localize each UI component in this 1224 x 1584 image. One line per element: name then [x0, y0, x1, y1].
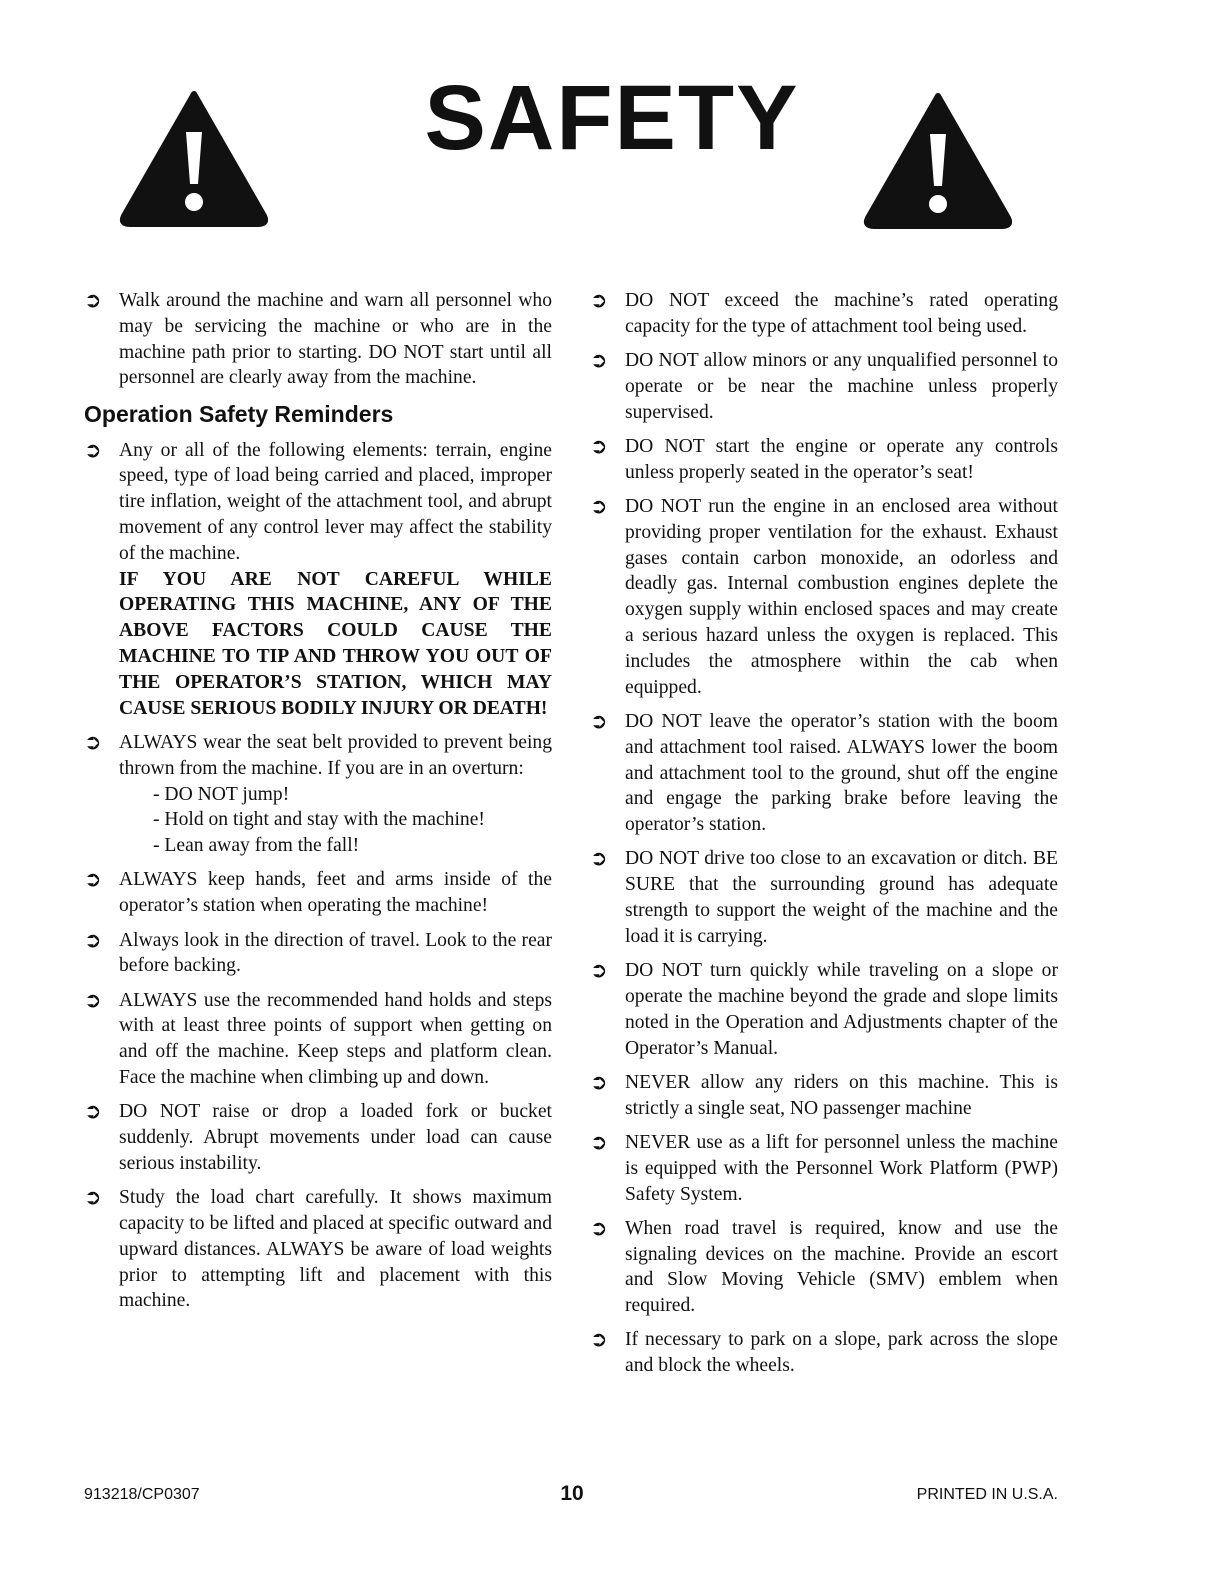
arrow-bullet-icon: ➲ [590, 958, 608, 983]
list-item [590, 1327, 1058, 1379]
item-text: When road travel is required, know and use the signaling devices on the machine. Provide an escort and Slow Moving Vehicle (SMV) emblem when required. [625, 1217, 1058, 1317]
item-text: DO NOT allow minors or any unqualified personnel to operate or be near the machine unless properly supervised. [625, 350, 1058, 423]
item-text: DO NOT start the engine or operate any controls unless properly seated in the operator’s seat! [625, 435, 1058, 483]
arrow-bullet-icon: ➲ [590, 1215, 608, 1240]
item-text: Walk around the machine and warn all personnel who may be servicing the machine or who are in the machine path prior to starting. DO NOT start until all personnel are clearly away from the machine. [119, 290, 552, 389]
arrow-bullet-icon: ➲ [590, 1327, 608, 1352]
arrow-bullet-icon: ➲ [84, 729, 102, 754]
right-column [590, 288, 1058, 1388]
arrow-bullet-icon: ➲ [84, 987, 102, 1012]
warning-text: IF YOU ARE NOT CAREFUL WHILE OPERATING THIS MACHINE, ANY OF THE ABOVE FACTORS COULD CAUSE THE MACHINE TO TIP AND THROW YOU OUT OF THE OPERATOR’S STATION, WHICH MAY CAUSE SERIOUS BODILY INJURY OR DEATH! [119, 568, 552, 719]
item-text: ALWAYS keep hands, feet and arms inside of the operator’s station when operating the machine! [119, 869, 552, 917]
item-text: Always look in the direction of travel. Look to the rear before backing. [119, 929, 552, 977]
arrow-bullet-icon: ➲ [84, 1185, 102, 1210]
item-text: DO NOT exceed the machine’s rated operating capacity for the type of attachment tool being used. [625, 290, 1058, 337]
arrow-bullet-icon: ➲ [84, 288, 102, 312]
list-item [590, 1216, 1058, 1319]
sub-item: - DO NOT jump! [153, 783, 290, 805]
item-text: NEVER allow any riders on this machine. This is strictly a single seat, NO passenger machine [625, 1071, 1058, 1119]
item-text: If necessary to park on a slope, park across the slope and block the wheels. [625, 1329, 1058, 1377]
list-item [84, 988, 552, 1091]
list-item [590, 288, 1058, 340]
item-text: ALWAYS wear the seat belt provided to prevent being thrown from the machine. If you are in an overturn: [119, 731, 552, 779]
arrow-bullet-icon: ➲ [590, 433, 608, 458]
left-column [84, 288, 552, 1323]
page-title: SAFETY [424, 67, 800, 169]
list-item [590, 1070, 1058, 1122]
list-item [590, 348, 1058, 425]
arrow-bullet-icon: ➲ [590, 348, 608, 373]
section-heading: Operation Safety Reminders [84, 400, 394, 427]
item-text: DO NOT turn quickly while traveling on a slope or operate the machine beyond the grade and slope limits noted in the Operation and Adjustments chapter of the Operator’s Manual. [625, 960, 1058, 1059]
item-text: NEVER use as a lift for personnel unless the machine is equipped with the Personnel Work Platform (PWP) Safety System. [625, 1131, 1058, 1205]
footer-doc-number: 913218/CP0307 [84, 1486, 200, 1503]
arrow-bullet-icon: ➲ [590, 1069, 608, 1094]
arrow-bullet-icon: ➲ [590, 846, 608, 871]
list-item [590, 1130, 1058, 1207]
item-text: DO NOT leave the operator’s station with the boom and attachment tool raised. ALWAYS lower the boom and attachment tool to the ground, shut off the engine and engage the parking brake before leaving the operator’s station. [625, 710, 1058, 836]
item-text: DO NOT raise or drop a loaded fork or bucket suddenly. Abrupt movements under load can cause serious instability. [119, 1101, 552, 1174]
item-text: ALWAYS use the recommended hand holds and steps with at least three points of support when getting on and off the machine. Keep steps and platform clean. Face the machine when climbing up and down. [119, 989, 552, 1089]
sub-item: - Hold on tight and stay with the machine! [153, 809, 485, 831]
list-item [84, 288, 552, 391]
list-item [84, 438, 552, 722]
arrow-bullet-icon: ➲ [590, 288, 608, 312]
list-item [590, 494, 1058, 700]
list-item [84, 928, 552, 980]
footer-printed: PRINTED IN U.S.A. [916, 1486, 1058, 1503]
list-item [84, 867, 552, 919]
sub-item: - Lean away from the fall! [153, 835, 360, 857]
footer-page-number: 10 [560, 1482, 584, 1505]
item-text: DO NOT run the engine in an enclosed area without providing proper ventilation for the exhaust. Exhaust gases contain carbon monoxide, an odorless and deadly gas. Internal combustion engines deplete the oxygen supply within enclosed spaces and may create a serious hazard unless the oxygen is replaced. This includes the atmosphere within the cab when equipped. [625, 496, 1058, 698]
arrow-bullet-icon: ➲ [590, 494, 608, 519]
arrow-bullet-icon: ➲ [84, 437, 102, 462]
arrow-bullet-icon: ➲ [84, 867, 102, 892]
arrow-bullet-icon: ➲ [84, 927, 102, 952]
list-item [84, 1099, 552, 1176]
arrow-bullet-icon: ➲ [84, 1099, 102, 1124]
item-text: Any or all of the following elements: terrain, engine speed, type of load being carried and placed, improper tire inflation, weight of the attachment tool, and abrupt movement of any control lever may affect the stability of the machine. [119, 439, 552, 564]
list-item [590, 709, 1058, 838]
arrow-bullet-icon: ➲ [590, 708, 608, 733]
warning-triangle-icon-right [862, 90, 1014, 230]
list-item [590, 434, 1058, 486]
item-text: Study the load chart carefully. It shows maximum capacity to be lifted and placed at specific outward and upward distances. ALWAYS be aware of load weights prior to attempting lift and placement with this machine. [119, 1187, 552, 1312]
arrow-bullet-icon: ➲ [590, 1129, 608, 1154]
list-item [84, 730, 552, 859]
list-item [590, 958, 1058, 1061]
list-item [590, 846, 1058, 949]
item-text: DO NOT drive too close to an excavation or ditch. BE SURE that the surrounding ground has adequate strength to support the weight of the machine and the load it is carrying. [625, 848, 1058, 947]
list-item [84, 1185, 552, 1314]
